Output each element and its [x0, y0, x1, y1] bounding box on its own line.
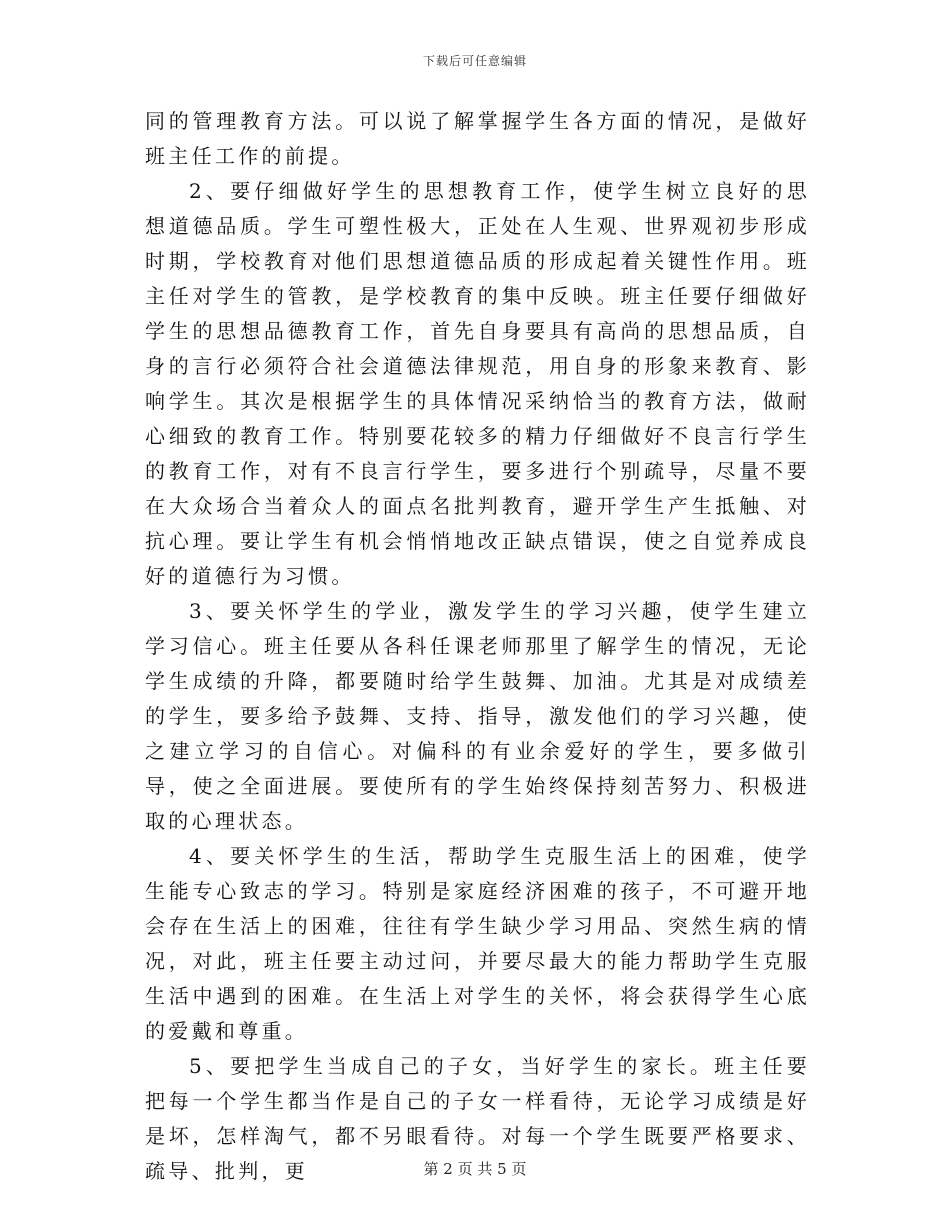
paragraph-3: 3、要关怀学生的学业，激发学生的学习兴趣，使学生建立学习信心。班主任要从各科任课老师那里了解学生的情况，无论学生成绩的升降，都要随时给学生鼓舞、加油。尤其是对成绩差的学生，要多给予鼓舞、支持、指导，激发他们的学习兴趣，使之建立学习的自信心。对偏科的有业余爱好的学生，要多做引导，使之全面进展。要使所有的学生始终保持刻苦努力、积极进取的心理状态。 [145, 599, 810, 833]
paragraph-4: 4、要关怀学生的生活，帮助学生克服生活上的困难，使学生能专心致志的学习。特别是家庭经济困难的孩子，不可避开地会存在生活上的困难，往往有学生缺少学习用品、突然生病的情况，对此，班主任要主动过问，并要尽最大的能力帮助学生克服生活中遇到的困难。在生活上对学生的关怀，将会获得学生心底的爱戴和尊重。 [145, 844, 810, 1043]
page-footer: 第 2 页 共 5 页 [423, 1160, 527, 1178]
paragraph-2: 2、要仔细做好学生的思想教育工作，使学生树立良好的思想道德品质。学生可塑性极大，正处在人生观、世界观初步形成时期，学校教育对他们思想道德品质的形成起着关键性作用。班主任对学生的管教，是学校教育的集中反映。班主任要仔细做好学生的思想品德教育工作，首先自身要具有高尚的思想品质，自身的言行必须符合社会道德法律规范，用自身的形象来教育、影响学生。其次是根据学生的具体情况采纳恰当的教育方法，做耐心细致的教育工作。特别要花较多的精力仔细做好不良言行学生的教育工作，对有不良言行学生，要多进行个别疏导，尽量不要在大众场合当着众人的面点名批判教育，避开学生产生抵触、对抗心理。要让学生有机会悄悄地改正缺点错误，使之自觉养成良好的道德行为习惯。 [145, 179, 810, 588]
paragraph-5: 5、要把学生当成自己的子女，当好学生的家长。班主任要把每一个学生都当作是自己的子女一样看待，无论学习成绩是好是坏，怎样淘气，都不另眼看待。对每一个学生既要严格要求、疏导、批判，更 [145, 1054, 810, 1183]
body-text [145, 104, 810, 1189]
page-header: 下载后可任意编辑 [422, 54, 527, 68]
paragraph-1: 同的管理教育方法。可以说了解掌握学生各方面的情况，是做好班主任工作的前提。 [145, 109, 810, 168]
